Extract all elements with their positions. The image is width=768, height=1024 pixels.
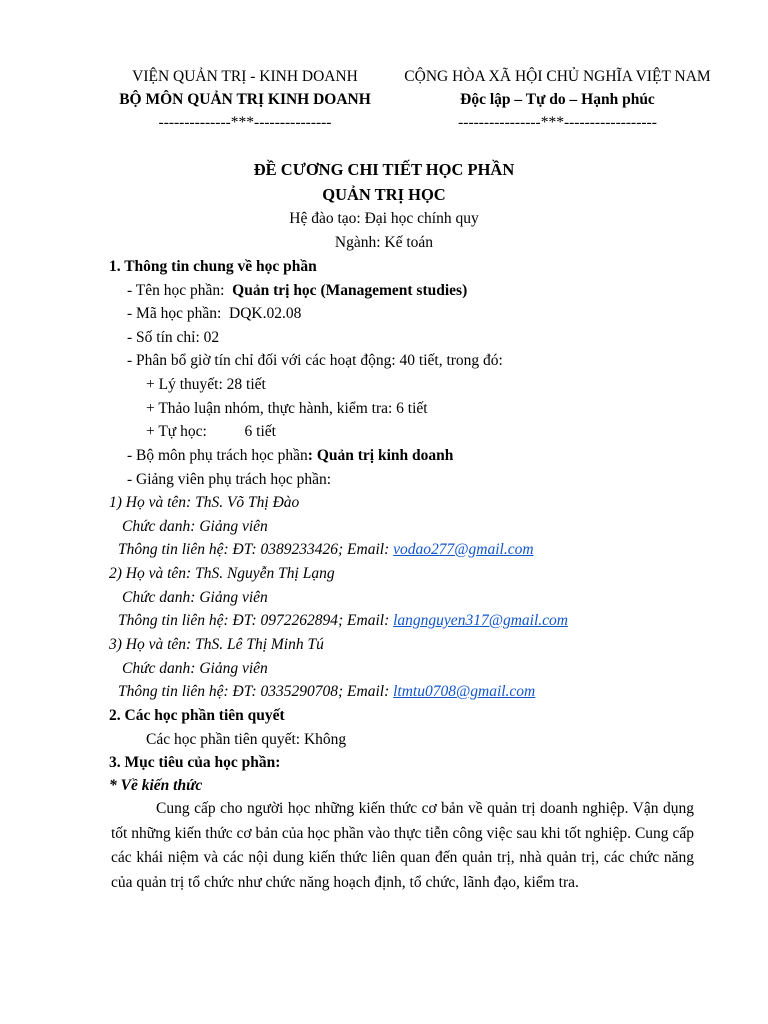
header-left: [90, 65, 400, 134]
lecturer-2-email-link[interactable]: langnguyen317@gmail.com: [393, 612, 568, 629]
knowledge-subheading: * Về kiến thức: [109, 777, 203, 794]
national-title: CỘNG HÒA XÃ HỘI CHỦ NGHĨA VIỆT NAM: [404, 68, 711, 85]
prerequisites-text: Các học phần tiên quyết: Không: [146, 731, 347, 748]
department-row: [127, 445, 453, 467]
self-study-label: + Tự học:: [146, 423, 207, 440]
lecturer-3-contact: [118, 681, 535, 703]
knowledge-paragraph-text: Cung cấp cho người học những kiến thức cơ bản về quản trị doanh nghiệp. Vận dụng tốt những kiến thức cơ bản của học phần vào thực tiễn công việc sau khi tốt nghiệp. Cung cấp các khái niệm và các nội dung kiến thức liên quan đến quản trị, nhà quản trị, các chức năng của quản trị tổ chức như chức năng hoạch định, tổ chức, lãnh đạo, kiểm tra.: [111, 800, 694, 891]
knowledge-paragraph: [111, 797, 694, 895]
lecturer-2-phone: Thông tin liên hệ: ĐT: 0972262894; Email:: [118, 612, 390, 629]
header-right: [395, 65, 720, 134]
lecturer-3-email-link[interactable]: ltmtu0708@gmail.com: [393, 683, 536, 700]
course-title: QUẢN TRỊ HỌC: [322, 185, 446, 204]
section2-heading: 2. Các học phần tiên quyết: [109, 707, 285, 724]
hours-row: - Phân bổ giờ tín chỉ đối với các hoạt động: 40 tiết, trong đó:: [127, 352, 503, 369]
lecturer-1-phone: Thông tin liên hệ: ĐT: 0389233426; Email:: [118, 541, 390, 558]
lecturer-1-title: Chức danh: Giảng viên: [122, 518, 268, 535]
header-right-separator: ----------------***------------------: [458, 114, 657, 131]
theory-row: + Lý thuyết: 28 tiết: [146, 376, 266, 393]
header-left-separator: --------------***---------------: [158, 114, 332, 131]
department-value: : Quản trị kinh doanh: [307, 447, 454, 464]
lecturer-3-title: Chức danh: Giảng viên: [122, 660, 268, 677]
lecturer-1-email-link[interactable]: vodao277@gmail.com: [393, 541, 534, 558]
credits-row: - Số tín chỉ: 02: [127, 329, 220, 346]
program-line: Hệ đào tạo: Đại học chính quy: [289, 210, 479, 227]
section1-heading: 1. Thông tin chung về học phần: [109, 258, 317, 275]
lecturers-label: - Giảng viên phụ trách học phần:: [127, 471, 332, 488]
title-block: [0, 157, 768, 255]
self-study-row: [146, 421, 276, 443]
course-code-row: [127, 303, 301, 325]
self-study-value: 6 tiết: [244, 423, 276, 440]
discussion-row: + Thảo luận nhóm, thực hành, kiểm tra: 6 tiết: [146, 400, 428, 417]
department-name: BỘ MÔN QUẢN TRỊ KINH DOANH: [119, 91, 371, 108]
lecturer-2-title: Chức danh: Giảng viên: [122, 589, 268, 606]
document-title: ĐỀ CƯƠNG CHI TIẾT HỌC PHẦN: [253, 160, 515, 179]
lecturer-3-phone: Thông tin liên hệ: ĐT: 0335290708; Email:: [118, 683, 390, 700]
lecturer-1-name: 1) Họ và tên: ThS. Võ Thị Đào: [109, 494, 300, 511]
lecturer-1-contact: [118, 539, 534, 561]
course-name-row: [127, 280, 467, 302]
course-name-label: - Tên học phần:: [127, 282, 225, 299]
lecturer-2-name: 2) Họ và tên: ThS. Nguyễn Thị Lạng: [109, 565, 335, 582]
course-code-value: DQK.02.08: [229, 305, 302, 322]
department-label: - Bộ môn phụ trách học phần: [127, 447, 308, 464]
lecturer-3-name: 3) Họ và tên: ThS. Lê Thị Minh Tú: [109, 636, 324, 653]
section3-heading: 3. Mục tiêu của học phần:: [109, 754, 281, 771]
course-code-label: - Mã học phần:: [127, 305, 222, 322]
lecturer-2-contact: [118, 610, 568, 632]
institute-name: VIỆN QUẢN TRỊ - KINH DOANH: [132, 68, 358, 85]
major-line: Ngành: Kế toán: [334, 234, 434, 251]
national-motto: Độc lập – Tự do – Hạnh phúc: [460, 91, 655, 108]
course-name-value: Quản trị học (Management studies): [232, 282, 468, 299]
